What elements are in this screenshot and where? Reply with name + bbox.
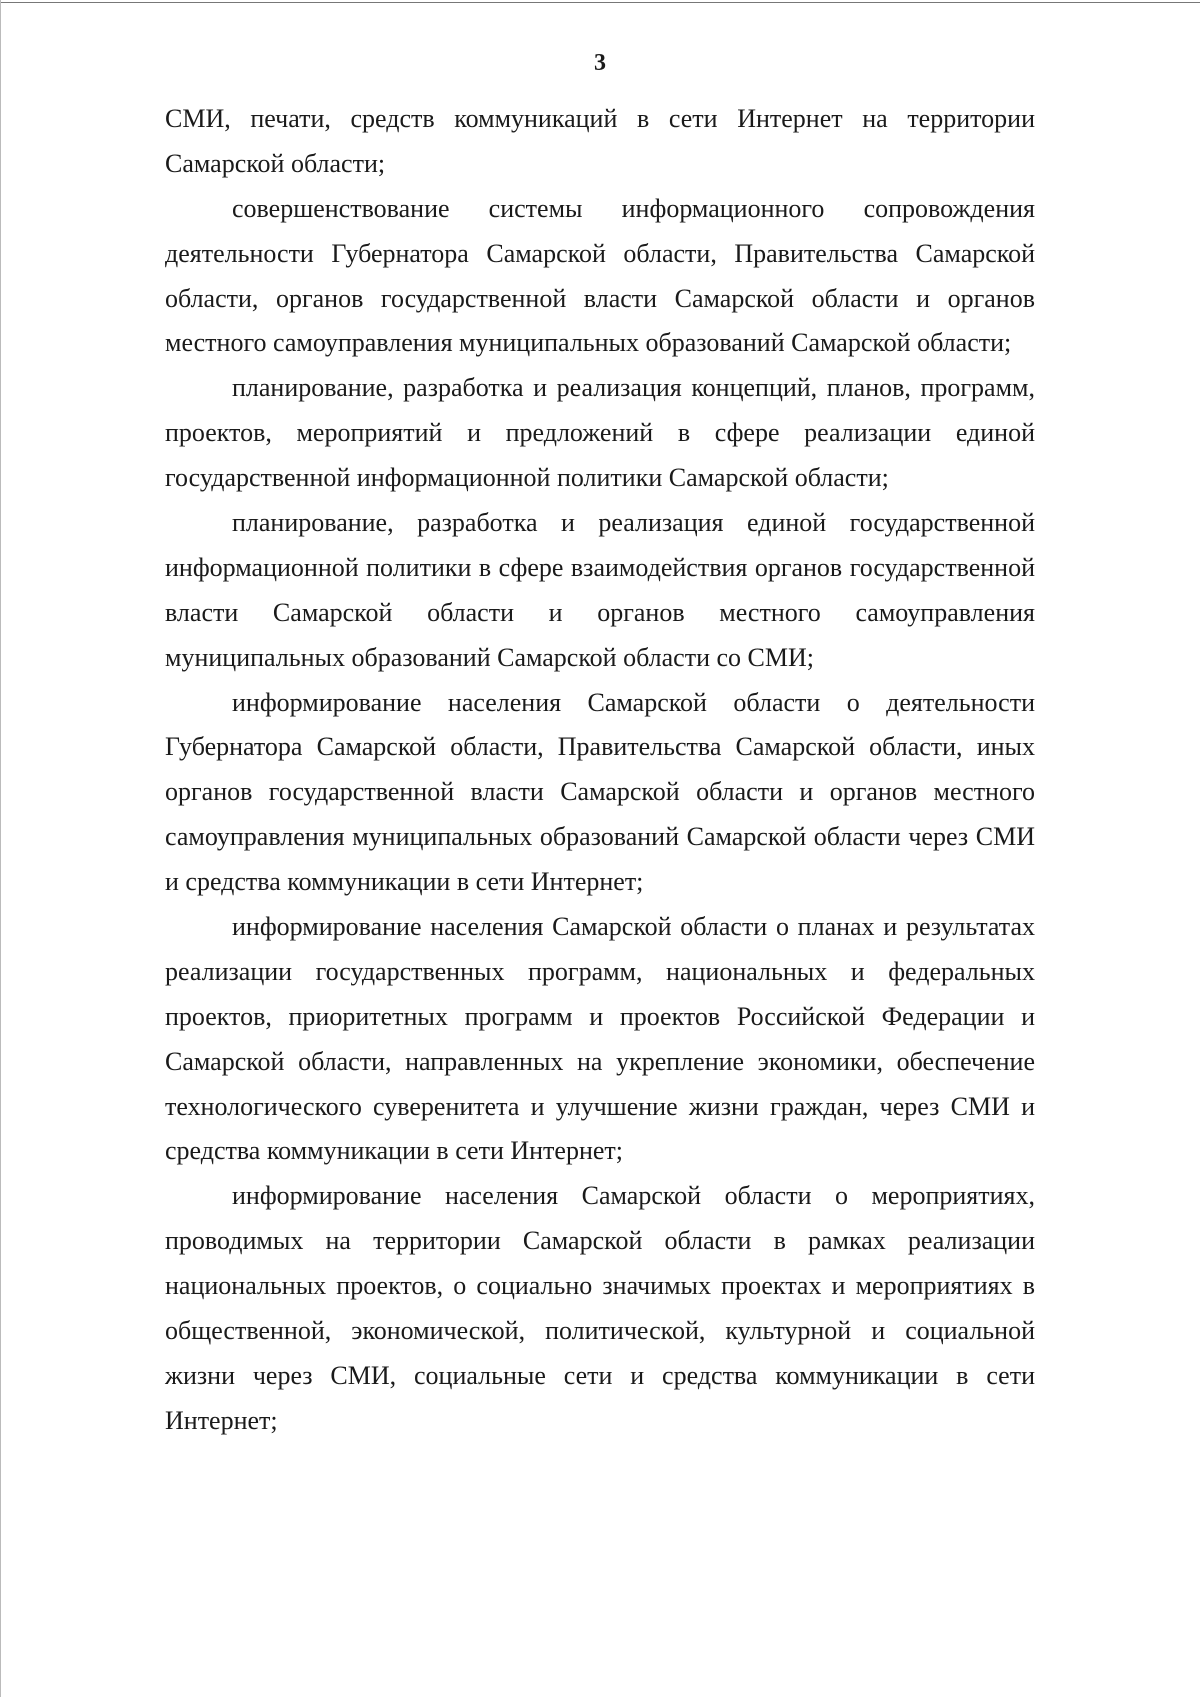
text-line: органов государственной власти Самарской области и органов местного xyxy=(165,777,1035,807)
text-line: области, органов государственной власти Самарской области и органов xyxy=(165,283,1035,313)
text-line: технологического суверенитета и улучшение жизни граждан, через СМИ и xyxy=(165,1091,1035,1121)
paragraph xyxy=(165,366,1035,501)
text-line: жизни через СМИ, социальные сети и средства коммуникации в сети xyxy=(165,1360,1035,1390)
text-line: государственной информационной политики Самарской области; xyxy=(165,463,889,493)
scan-top-edge xyxy=(0,2,1200,3)
text-line: Самарской области; xyxy=(165,148,386,178)
page-number: 3 xyxy=(594,50,606,76)
paragraph xyxy=(165,187,1035,367)
text-line: информационной политики в сфере взаимодействия органов государственной xyxy=(165,552,1035,582)
text-line: совершенствование системы информационного сопровождения xyxy=(232,193,1035,223)
text-line: Самарской области, направленных на укрепление экономики, обеспечение xyxy=(165,1046,1035,1076)
paragraph xyxy=(165,1174,1035,1443)
text-line: самоуправления муниципальных образований Самарской области через СМИ xyxy=(165,822,1035,852)
paragraph xyxy=(165,681,1035,905)
text-line: проектов, приоритетных программ и проектов Российской Федерации и xyxy=(165,1001,1035,1031)
text-line: СМИ, печати, средств коммуникаций в сети Интернет на территории xyxy=(165,104,1035,133)
paragraph xyxy=(165,97,1035,187)
text-line: муниципальных образований Самарской области со СМИ; xyxy=(165,642,814,672)
text-line: и средства коммуникации в сети Интернет; xyxy=(165,867,644,897)
text-line: планирование, разработка и реализация единой государственной xyxy=(232,508,1035,538)
text-line: проводимых на территории Самарской области в рамках реализации xyxy=(165,1226,1035,1256)
text-line: реализации государственных программ, национальных и федеральных xyxy=(165,956,1035,986)
text-line: Интернет; xyxy=(165,1405,278,1435)
text-line: деятельности Губернатора Самарской области, Правительства Самарской xyxy=(165,238,1035,268)
text-line: информирование населения Самарской области о мероприятиях, xyxy=(232,1181,1035,1211)
paragraph xyxy=(165,501,1035,681)
document-body xyxy=(165,97,1035,1444)
text-line: информирование населения Самарской области о планах и результатах xyxy=(232,912,1035,942)
text-line: местного самоуправления муниципальных образований Самарской области; xyxy=(165,328,1012,358)
text-line: власти Самарской области и органов местного самоуправления xyxy=(165,597,1035,627)
text-line: планирование, разработка и реализация концепций, планов, программ, xyxy=(232,373,1035,403)
text-line: проектов, мероприятий и предложений в сфере реализации единой xyxy=(165,418,1035,448)
text-line: средства коммуникации в сети Интернет; xyxy=(165,1136,623,1166)
text-line: информирование населения Самарской области о деятельности xyxy=(232,687,1035,717)
text-line: Губернатора Самарской области, Правительства Самарской области, иных xyxy=(165,732,1035,762)
paragraph xyxy=(165,905,1035,1174)
text-line: национальных проектов, о социально значимых проектах и мероприятиях в xyxy=(165,1271,1035,1301)
text-line: общественной, экономической, политической, культурной и социальной xyxy=(165,1316,1035,1346)
scan-left-edge xyxy=(0,0,1,1697)
